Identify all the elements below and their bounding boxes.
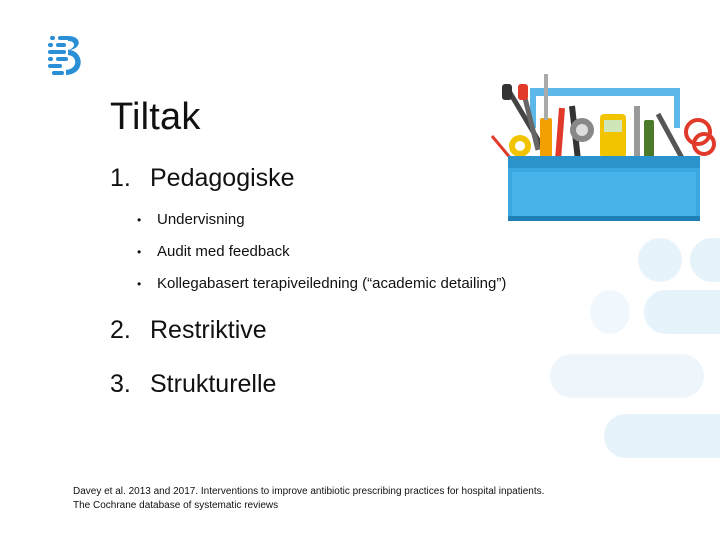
sub-list-item-label: Audit med feedback <box>157 243 290 260</box>
citation-line: The Cochrane database of systematic reviews <box>73 500 279 511</box>
sub-list-item-label: Undervisning <box>157 211 245 228</box>
list-item-restriktive <box>110 316 267 345</box>
list-item-strukturelle <box>110 370 276 399</box>
sub-list-item <box>137 243 290 260</box>
list-item-label: Pedagogiske <box>150 164 295 192</box>
toolbox-icon <box>482 66 718 226</box>
slide-title: Tiltak <box>110 96 201 138</box>
list-number: 3. <box>110 370 131 398</box>
list-item-label: Strukturelle <box>150 370 277 398</box>
decorative-shapes <box>540 230 720 460</box>
bullet-icon: • <box>137 245 142 259</box>
list-item-label: Restriktive <box>150 316 267 344</box>
sub-list-item <box>137 275 506 292</box>
brand-logo-icon <box>46 34 86 76</box>
list-number: 2. <box>110 316 131 344</box>
bullet-icon: • <box>137 277 142 291</box>
list-item-pedagogiske <box>110 164 295 193</box>
list-number: 1. <box>110 164 131 192</box>
bullet-icon: • <box>137 213 142 227</box>
sub-list-item <box>137 211 245 228</box>
citation-line: Davey et al. 2013 and 2017. Interventions to improve antibiotic prescribing practices for hospital inpatients. <box>73 486 545 497</box>
sub-list-item-label: Kollegabasert terapiveiledning (“academic detailing”) <box>157 275 507 292</box>
citation <box>73 485 544 513</box>
